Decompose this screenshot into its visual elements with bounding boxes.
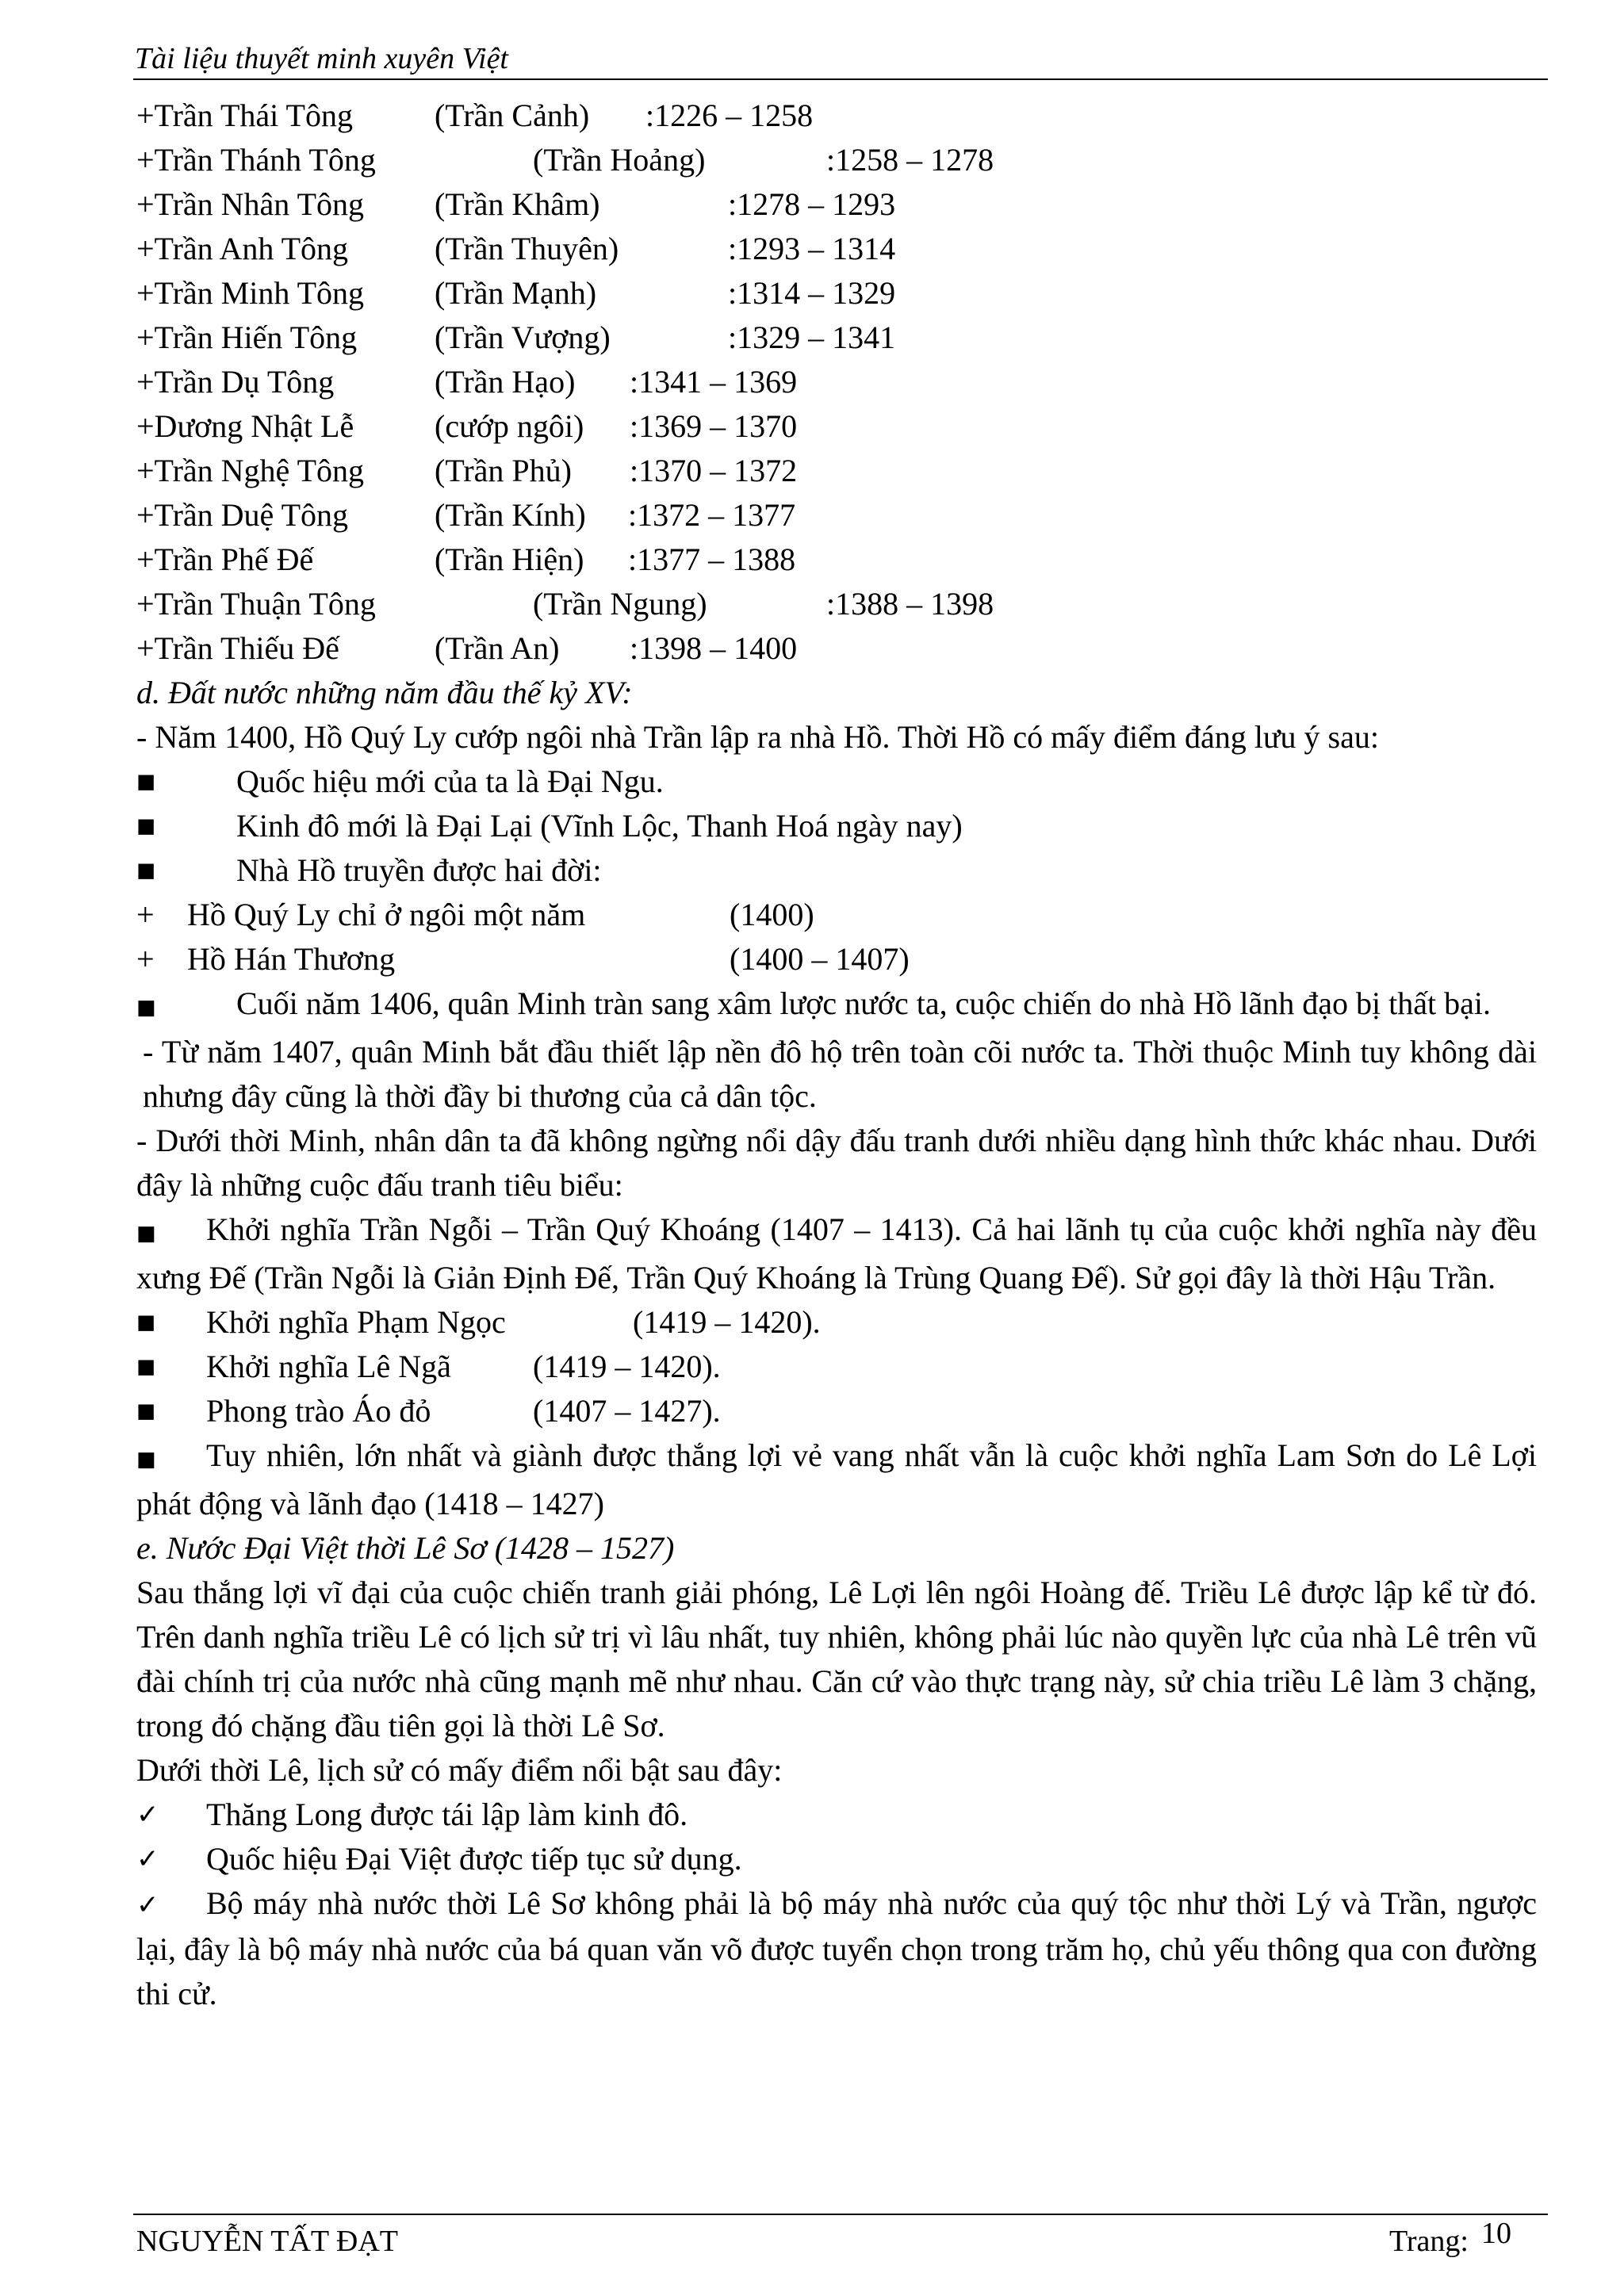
- check-text: Bộ máy nhà nước thời Lê Sơ không phải là bộ máy nhà nước của quý tộc như thời Lý và Trần, ngược lại, đây là bộ máy nhà nước của bá quan văn võ được tuyển chọn trong trăm họ, chủ yếu thông qua con đường thi cử.: [136, 1885, 1537, 2011]
- king-row: [136, 360, 1537, 404]
- king-row: [136, 493, 1537, 538]
- reign-years: :1329 – 1341: [728, 320, 896, 355]
- reign-years: :1377 – 1388: [628, 541, 796, 577]
- square-bullet-icon: ■: [136, 808, 156, 844]
- reign-years: :1372 – 1377: [628, 497, 796, 533]
- uprising-item: [136, 1389, 1537, 1433]
- king-name: +Trần Duệ Tông: [136, 497, 349, 533]
- bullet-text: Nhà Hồ truyền được hai đời:: [236, 852, 602, 888]
- king-row: [136, 138, 1537, 182]
- check-item: [136, 1881, 1537, 2016]
- king-alias: (Trần Kính): [435, 497, 586, 533]
- reign-years: :1388 – 1398: [826, 586, 994, 622]
- reign-years: :1293 – 1314: [728, 231, 896, 266]
- king-row: [136, 316, 1537, 360]
- uprising-item: [136, 1345, 1537, 1389]
- checkmark-icon: ✓: [136, 1843, 159, 1875]
- king-alias: (Trần Ngung): [533, 586, 707, 622]
- king-alias: (Trần An): [435, 630, 560, 666]
- header-divider: [133, 78, 1548, 80]
- footer-page: [1389, 2217, 1511, 2260]
- section-e-paragraph: Sau thắng lợi vĩ đại của cuộc chiến tranh giải phóng, Lê Lợi lên ngôi Hoàng đế. Triều Lê được lập kể từ đó. Trên danh nghĩa triều Lê có lịch sử trị vì lâu nhất, tuy nhiên, không phải lúc nào quyền lực của nhà Lê trên vũ đài chính trị của nước nhà cũng mạnh mẽ như nhau. Căn cứ vào thực trạng này, sử chia triều Lê làm 3 chặng, trong đó chặng đầu tiên gọi là thời Lê Sơ.: [136, 1575, 1537, 1743]
- uprising-item: [136, 1300, 1537, 1345]
- square-bullet-icon: ■: [136, 1304, 156, 1340]
- bullet-text: Cuối năm 1406, quân Minh tràn sang xâm lược nước ta, cuộc chiến do nhà Hồ lãnh đạo bị thất bại.: [236, 985, 1491, 1021]
- uprising-years: (1419 – 1420).: [533, 1349, 721, 1384]
- check-item: [136, 1837, 1537, 1881]
- king-alias: (Trần Hiện): [435, 541, 584, 577]
- bullet-item: [136, 760, 1537, 804]
- king-name: +Dương Nhật Lễ: [136, 408, 354, 444]
- king-name: +Trần Nghệ Tông: [136, 453, 365, 488]
- square-bullet-icon: ■: [136, 1393, 156, 1429]
- ruler-name: Hồ Hán Thương: [187, 941, 396, 977]
- square-bullet-icon: ■: [136, 1222, 156, 1246]
- reign-years: :1341 – 1369: [630, 364, 798, 400]
- reign-years: :1226 – 1258: [645, 98, 814, 133]
- bullet-text: Khởi nghĩa Trần Ngỗi – Trần Quý Khoáng (1407 – 1413). Cả hai lãnh tụ của cuộc khởi nghĩa này đều xưng Đế (Trần Ngỗi là Giản Định Đế, Trần Quý Khoáng là Trùng Quang Đế). Sử gọi đây là thời Hậu Trần.: [136, 1211, 1537, 1295]
- king-alias: (Trần Hạo): [435, 364, 576, 400]
- king-name: +Trần Anh Tông: [136, 231, 349, 266]
- section-e-heading: e. Nước Đại Việt thời Lê Sơ (1428 – 1527): [136, 1530, 675, 1566]
- king-name: +Trần Hiến Tông: [136, 320, 358, 355]
- resistance-paragraph: - Dưới thời Minh, nhân dân ta đã không ngừng nổi dậy đấu tranh dưới nhiều dạng hình thức khác nhau. Dưới đây là những cuộc đấu tranh tiêu biểu:: [136, 1123, 1537, 1203]
- footer-divider: [133, 2214, 1548, 2215]
- uprising-years: (1419 – 1420).: [633, 1304, 821, 1340]
- king-alias: (Trần Hoảng): [533, 142, 706, 178]
- uprising-name: Khởi nghĩa Lê Ngã: [206, 1349, 451, 1384]
- square-bullet-icon: ■: [136, 1349, 156, 1384]
- king-name: +Trần Thuận Tông: [136, 586, 376, 622]
- reign-years: :1370 – 1372: [630, 453, 798, 488]
- king-alias: (Trần Mạnh): [435, 275, 597, 311]
- king-name: +Trần Dụ Tông: [136, 364, 335, 400]
- uprising-name: Khởi nghĩa Phạm Ngọc: [206, 1304, 506, 1340]
- running-header: Tài liệu thuyết minh xuyên Việt: [135, 42, 508, 75]
- king-name: +Trần Phế Đế: [136, 541, 314, 577]
- bullet-text: Kinh đô mới là Đại Lại (Vĩnh Lộc, Thanh Hoá ngày nay): [236, 808, 963, 844]
- ruler-name: Hồ Quý Ly chỉ ở ngôi một năm: [187, 897, 586, 932]
- king-row: [136, 626, 1537, 671]
- ruler-item: [136, 893, 1537, 937]
- uprising-name: Phong trào Áo đỏ: [206, 1393, 431, 1429]
- page-label: Trang:: [1389, 2225, 1469, 2258]
- king-row: [136, 271, 1537, 316]
- checkmark-icon: ✓: [136, 1799, 159, 1831]
- king-row: [136, 227, 1537, 271]
- reign-years: :1278 – 1293: [728, 186, 896, 222]
- king-alias: (Trần Khâm): [435, 186, 600, 222]
- check-text: Thăng Long được tái lập làm kinh đô.: [206, 1797, 688, 1832]
- king-alias: (cướp ngôi): [435, 408, 584, 444]
- king-row: [136, 582, 1537, 626]
- bullet-text: Quốc hiệu mới của ta là Đại Ngu.: [236, 763, 664, 799]
- king-alias: (Trần Thuyên): [435, 231, 619, 266]
- reign-years: :1258 – 1278: [826, 142, 994, 178]
- page-body: [136, 94, 1537, 2016]
- king-row: [136, 404, 1537, 449]
- square-bullet-icon: ■: [136, 1448, 156, 1471]
- square-bullet-icon: ■: [136, 763, 156, 799]
- bullet-text: Tuy nhiên, lớn nhất và giành được thắng lợi vẻ vang nhất vẫn là cuộc khởi nghĩa Lam Sơn do Lê Lợi phát động và lãnh đạo (1418 – 1427): [136, 1437, 1537, 1521]
- section-e-lead: Dưới thời Lê, lịch sử có mấy điểm nổi bật sau đây:: [136, 1752, 783, 1788]
- bullet-item: [136, 848, 1537, 893]
- king-alias: (Trần Phủ): [435, 453, 572, 488]
- king-name: +Trần Thái Tông: [136, 98, 353, 133]
- reign-years: :1369 – 1370: [630, 408, 798, 444]
- ruler-years: (1400 – 1407): [730, 941, 910, 977]
- reign-years: :1314 – 1329: [728, 275, 896, 311]
- bullet-paragraph: [136, 1433, 1537, 1526]
- reign-years: :1398 – 1400: [630, 630, 798, 666]
- checkmark-icon: ✓: [136, 1889, 159, 1921]
- king-name: +Trần Minh Tông: [136, 275, 365, 311]
- king-row: [136, 94, 1537, 138]
- check-text: Quốc hiệu Đại Việt được tiếp tục sử dụng.: [206, 1841, 742, 1877]
- king-row: [136, 538, 1537, 582]
- section-d-heading: d. Đất nước những năm đầu thế kỷ XV:: [136, 675, 633, 710]
- check-item: [136, 1793, 1537, 1837]
- section-d-intro: - Năm 1400, Hồ Quý Ly cướp ngôi nhà Trần lập ra nhà Hồ. Thời Hồ có mấy điểm đáng lưu ý sau:: [136, 719, 1379, 755]
- king-name: +Trần Thiếu Đế: [136, 630, 339, 666]
- king-name: +Trần Thánh Tông: [136, 142, 376, 178]
- king-alias: (Trần Cảnh): [435, 98, 590, 133]
- ruler-years: (1400): [730, 897, 814, 932]
- uprising-years: (1407 – 1427).: [533, 1393, 721, 1429]
- ming-rule-paragraph: - Từ năm 1407, quân Minh bắt đầu thiết lập nền đô hộ trên toàn cõi nước ta. Thời thuộc Minh tuy không dài nhưng đây cũng là thời đầy bi thương của cả dân tộc.: [143, 1034, 1537, 1114]
- bullet-item: [136, 804, 1537, 848]
- plus-marker: +: [136, 941, 155, 977]
- bullet-paragraph: [136, 1207, 1537, 1300]
- page-number: 10: [1480, 2217, 1511, 2250]
- king-name: +Trần Nhân Tông: [136, 186, 365, 222]
- bullet-paragraph: [136, 982, 1537, 1030]
- king-alias: (Trần Vượng): [435, 320, 611, 355]
- footer-author: NGUYỄN TẤT ĐẠT: [136, 2225, 399, 2258]
- king-row: [136, 182, 1537, 227]
- ruler-item: [136, 937, 1537, 982]
- square-bullet-icon: ■: [136, 996, 156, 1020]
- king-row: [136, 449, 1537, 493]
- plus-marker: +: [136, 897, 155, 932]
- square-bullet-icon: ■: [136, 852, 156, 888]
